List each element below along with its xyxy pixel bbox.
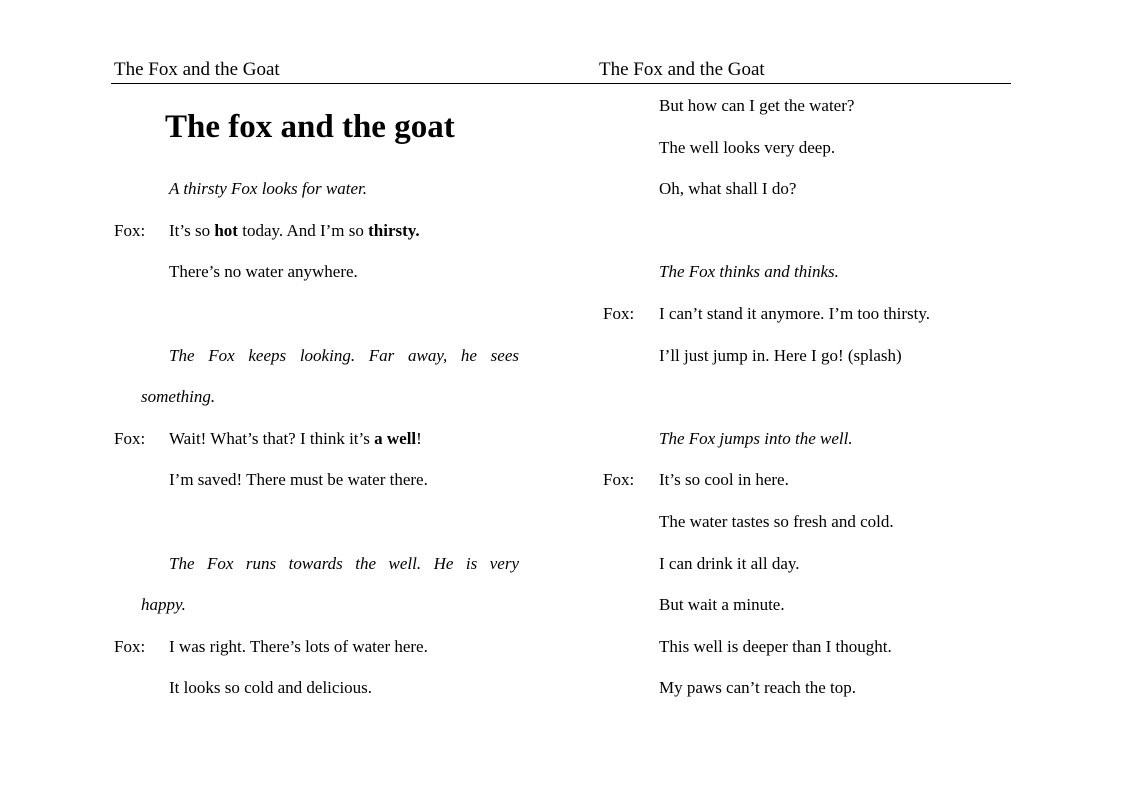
running-header-left: The Fox and the Goat (114, 59, 280, 80)
stage-direction: The Fox runs towards the well. He is very (169, 554, 519, 573)
stage-direction-continued: happy. (141, 595, 186, 614)
dialogue-line: The well looks very deep. (659, 138, 836, 157)
stage-direction: The Fox keeps looking. Far away, he sees (169, 346, 519, 365)
dialogue-line: My paws can’t reach the top. (659, 678, 857, 697)
dialogue-line: This well is deeper than I thought. (659, 637, 892, 656)
stage-direction-continued: something. (141, 387, 216, 406)
stage-direction: The Fox thinks and thinks. (659, 262, 839, 281)
dialogue-line: Oh, what shall I do? (659, 179, 797, 198)
page-title: The fox and the goat (165, 109, 455, 145)
dialogue-line: I’m saved! There must be water there. (169, 470, 428, 489)
stage-direction: A thirsty Fox looks for water. (169, 179, 368, 198)
running-header-right: The Fox and the Goat (599, 59, 765, 80)
dialogue-line: The water tastes so fresh and cold. (659, 512, 894, 531)
stage-direction: The Fox jumps into the well. (659, 429, 853, 448)
dialogue-line: I can drink it all day. (659, 554, 800, 573)
header-rule (111, 83, 1011, 84)
speaker-label: Fox: (603, 304, 635, 323)
speaker-label: Fox: (114, 221, 146, 240)
dialogue-line: There’s no water anywhere. (169, 262, 358, 281)
dialogue-line: I was right. There’s lots of water here. (169, 637, 428, 656)
dialogue-line: I can’t stand it anymore. I’m too thirsty. (659, 304, 930, 323)
speaker-label: Fox: (603, 470, 635, 489)
dialogue-line: I’ll just jump in. Here I go! (splash) (659, 346, 902, 365)
speaker-label: Fox: (114, 637, 146, 656)
dialogue-line: But wait a minute. (659, 595, 785, 614)
dialogue-line: It looks so cold and delicious. (169, 678, 373, 697)
dialogue-line: It’s so hot today. And I’m so thirsty. (169, 221, 420, 240)
dialogue-line: It’s so cool in here. (659, 470, 789, 489)
dialogue-line: Wait! What’s that? I think it’s a well! (169, 429, 422, 448)
speaker-label: Fox: (114, 429, 146, 448)
dialogue-line: But how can I get the water? (659, 96, 855, 115)
